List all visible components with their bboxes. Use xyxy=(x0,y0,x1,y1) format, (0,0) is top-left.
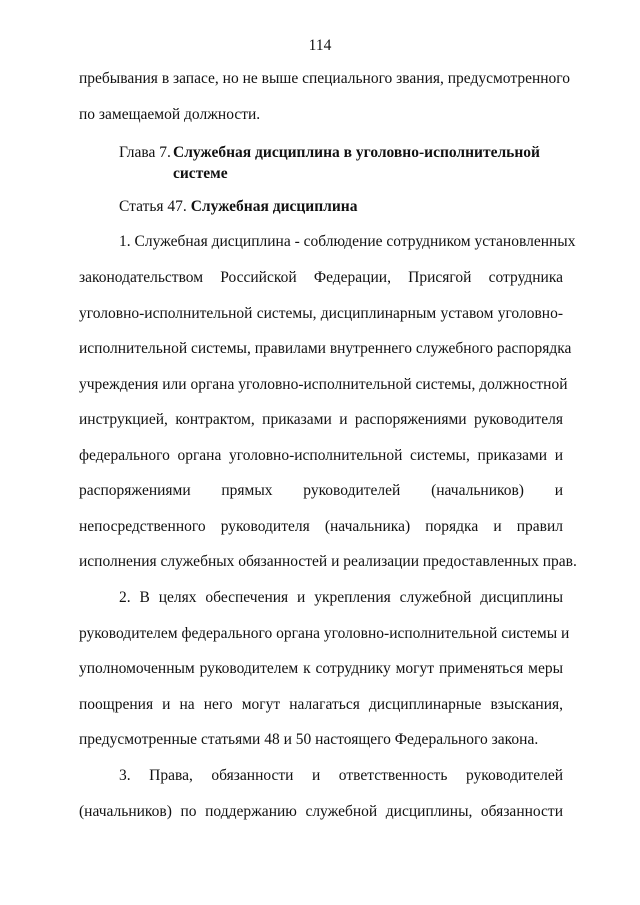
p2-line-3: уполномоченным руководителем к сотруднику могут применяться меры xyxy=(79,660,563,677)
p2-line-5: предусмотренные статьями 48 и 50 настоящего Федерального закона. xyxy=(79,731,539,748)
intro-line-1: пребывания в запасе, но не выше специального звания, предусмотренного xyxy=(79,70,571,87)
p1-line-2: законодательством Российской Федерации, Присягой сотрудника xyxy=(79,269,563,286)
p2-line-1: 2. В целях обеспечения и укрепления служебной дисциплины xyxy=(119,589,563,606)
intro-line-2: по замещаемой должности. xyxy=(79,106,261,123)
p1-line-3: уголовно-исполнительной системы, дисциплинарным уставом уголовно- xyxy=(79,305,563,322)
p1-line-9: непосредственного руководителя (начальника) порядка и правил xyxy=(79,518,563,535)
page-number: 114 xyxy=(308,37,332,54)
p2-line-4: поощрения и на него могут налагаться дисциплинарные взыскания, xyxy=(79,696,563,713)
article-heading xyxy=(119,197,563,217)
p1-line-6: инструкцией, контрактом, приказами и распоряжениями руководителя xyxy=(79,411,563,428)
chapter-title-line-2: системе xyxy=(173,165,228,182)
article-title: Служебная дисциплина xyxy=(190,198,358,215)
p3-line-2: (начальников) по поддержанию служебной дисциплины, обязанности xyxy=(79,803,563,820)
article-label: Статья 47. xyxy=(119,198,187,215)
p3-line-1: 3. Права, обязанности и ответственность руководителей xyxy=(119,767,563,784)
p1-line-8: распоряжениями прямых руководителей (начальников) и xyxy=(79,482,563,499)
p2-line-2: руководителем федерального органа уголовно-исполнительной системы и xyxy=(79,625,570,642)
chapter-title-line-1: Служебная дисциплина в уголовно-исполнительной xyxy=(173,144,540,161)
p1-line-1: 1. Служебная дисциплина - соблюдение сотрудником установленных xyxy=(119,233,576,250)
p1-line-4: исполнительной системы, правилами внутреннего служебного распорядка xyxy=(79,340,572,357)
p1-line-5: учреждения или органа уголовно-исполнительной системы, должностной xyxy=(79,376,568,393)
chapter-label: Глава 7. xyxy=(119,144,171,161)
p1-line-7: федерального органа уголовно-исполнительной системы, приказами и xyxy=(79,447,563,464)
p1-line-10: исполнения служебных обязанностей и реализации предоставленных прав. xyxy=(79,553,577,570)
